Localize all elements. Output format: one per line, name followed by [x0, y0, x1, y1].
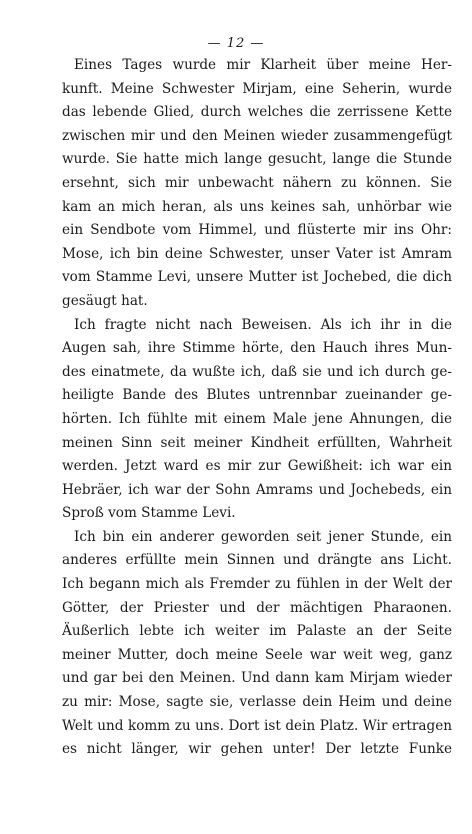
text-line: und gar bei den Meinen. Und dann kam Mirjam wieder [62, 670, 452, 687]
text-line: werden. Jetzt ward es mir zur Gewißheit: ich war ein [62, 458, 452, 475]
text-line: Hebräer, ich war der Sohn Amrams und Jochebeds, ein [62, 481, 452, 498]
text-line: das lebende Glied, durch welches die zerrissene Kette [62, 104, 452, 121]
text-line: ersehnt, sich mir unbewacht nähern zu können. Sie [62, 174, 452, 191]
page-number: — 12 — [207, 36, 265, 51]
text-line: meinen Sinn seit meiner Kindheit erfüllten, Wahrheit [62, 434, 452, 451]
text-line: zwischen mir und den Meinen wieder zusammengefügt [62, 127, 452, 144]
text-line: kam an mich heran, als uns keines sah, unhörbar wie [62, 198, 452, 215]
text-line: zu mir: Mose, sagte sie, verlasse dein Heim und deine [62, 694, 452, 711]
text-line: Sproß vom Stamme Levi. [62, 505, 236, 522]
text-line: ein Sendbote vom Himmel, und flüsterte mir ins Ohr: [62, 222, 452, 239]
paragraph-2 [62, 314, 452, 526]
text-line: Augen sah, ihre Stimme hörte, den Hauch ihres Mun- [62, 340, 452, 357]
text-line: Ich begann mich als Fremder zu fühlen in der Welt der [62, 576, 452, 593]
text-line: kunft. Meine Schwester Mirjam, eine Seherin, wurde [62, 80, 452, 97]
text-line: Götter, der Priester und der mächtigen Pharaonen. [62, 599, 452, 616]
paragraph-1 [62, 54, 452, 314]
paragraph-3 [62, 526, 452, 762]
text-line: Eines Tages wurde mir Klarheit über meine Her- [74, 57, 452, 73]
text-line: heiligte Bande des Blutes untrennbar zueinander ge- [62, 387, 452, 404]
text-line: Äußerlich lebte ich weiter im Palaste an der Seite [62, 623, 452, 640]
text-line: anderes erfüllte mein Sinnen und drängte ans Licht. [62, 552, 452, 569]
text-line: hörten. Ich fühlte mit einem Male jene Ahnungen, die [62, 410, 452, 427]
text-line: wurde. Sie hatte mich lange gesucht, lange die Stunde [62, 151, 452, 168]
text-line: meiner Mutter, doch meine Seele war weit weg, ganz [62, 646, 452, 663]
text-line: vom Stamme Levi, unsere Mutter ist Jochebed, die dich [62, 269, 452, 286]
text-line: es nicht länger, wir gehen unter! Der letzte Funke [62, 741, 452, 758]
text-line: Mose, ich bin deine Schwester, unser Vater ist Amram [62, 245, 452, 262]
text-line: des einatmete, da wußte ich, daß sie und ich durch ge- [62, 363, 452, 380]
body-text [62, 54, 452, 762]
text-line: gesäugt hat. [62, 292, 148, 309]
text-line: Welt und komm zu uns. Dort ist dein Platz. Wir ertragen [62, 717, 452, 734]
text-line: Ich bin ein anderer geworden seit jener Stunde, ein [74, 528, 452, 545]
text-line: Ich fragte nicht nach Beweisen. Als ich ihr in die [74, 316, 452, 333]
